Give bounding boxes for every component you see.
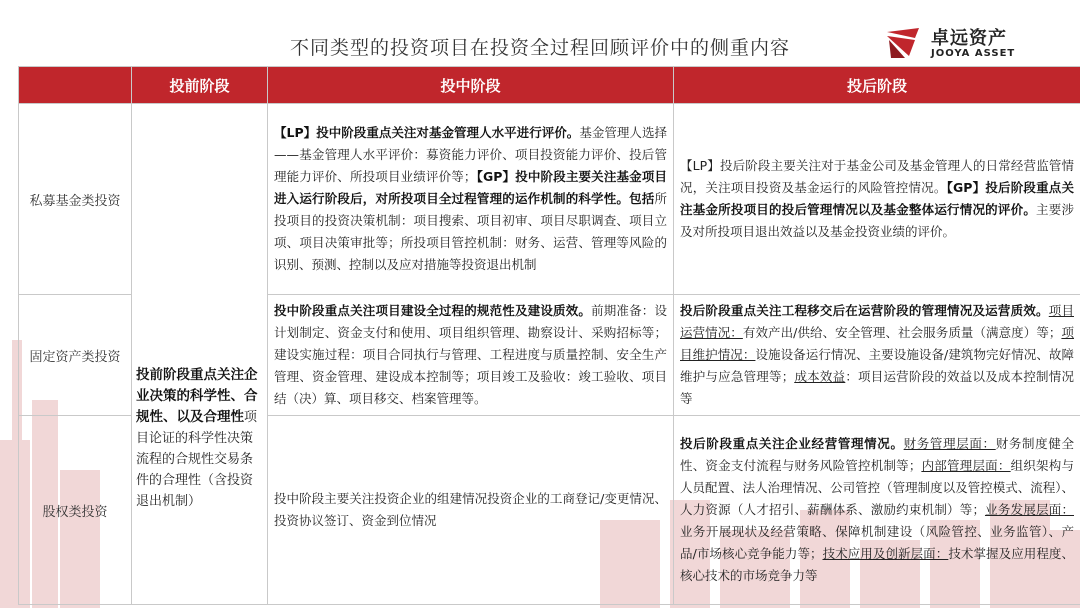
header-row xyxy=(19,67,1080,104)
post-pe-gp-bold: 【GP】投后阶段重点关注基金所投项目的投后管理情况以及基金整体运行情况的评价。 xyxy=(680,180,1074,217)
mid-stage-fixed-cell xyxy=(268,295,674,416)
post-fixed-cost-text: ：项目运营阶段的效益以及成本控制情况等 xyxy=(680,369,1074,406)
header-corner xyxy=(19,67,132,104)
post-fixed-ops-text: 有效产出/供给、安全管理、社会服务质量（满意度）等； xyxy=(742,325,1062,340)
mid-pe-gp-bold: 【GP】投中阶段主要关注基金项目进入运行阶段后，对所投项目全过程管理的运作机制的科学性。包括 xyxy=(274,169,667,206)
header-mid-stage: 投中阶段 xyxy=(268,67,674,104)
post-stage-fixed-cell xyxy=(674,295,1080,416)
pre-stage-cell xyxy=(132,104,268,605)
post-equity-internal-label: 内部管理层面： xyxy=(921,458,1011,473)
pre-stage-bold: 投前阶段重点关注企业决策的科学性、合规性、以及合理性 xyxy=(136,366,258,425)
logo-english-name: JOOYA ASSET xyxy=(931,48,1016,59)
post-fixed-maint-text: 设施设备运行情况、主要设施设备/建筑物完好情况、故障维护与应急管理等； xyxy=(680,347,1074,384)
post-pe-lp-text: 【LP】投后阶段主要关注对于基金公司及基金管理人的日常经营监管情况，关注项目投资及基金运行的风险管控情况。 xyxy=(680,158,1074,195)
post-equity-bold: 投后阶段重点关注企业经营管理情况。 xyxy=(680,436,904,451)
post-equity-finance-label: 财务管理层面： xyxy=(903,436,996,451)
mid-equity-text: 投中阶段主要关注投资企业的组建情况投资企业的工商登记/变更情况、投资协议签订、资金到位情况 xyxy=(274,491,667,528)
post-fixed-maint-label: 项目维护情况： xyxy=(680,325,1074,362)
row-private-equity-fund xyxy=(19,104,1080,295)
page-title: 不同类型的投资项目在投资全过程回顾评价中的侧重内容 xyxy=(289,37,790,59)
mid-pe-lp-text: 基金管理人选择——基金管理人水平评价：募资能力评价、项目投资能力评价、投后管理能力评价、所投项目业绩评价等； xyxy=(274,125,667,184)
post-fixed-bold: 投后阶段重点关注工程移交后在运营阶段的管理情况及运营质效。 xyxy=(680,303,1049,318)
post-equity-business-text: 业务开展现状及经营策略、保障机制建设（风险管控、业务监管）、产品/市场核心竞争能力等； xyxy=(680,524,1074,561)
post-equity-internal-text: 组织架构与人员配置、法人治理情况、公司管控（管理制度以及管控模式、流程）、人力资源（人才招引、薪酬体系、激励约束机制）等； xyxy=(680,458,1074,517)
logo-chinese-name: 卓远资产 xyxy=(931,28,1007,49)
mid-pe-lp-bold: 【LP】投中阶段重点关注对基金管理人水平进行评价。 xyxy=(274,125,580,140)
company-logo xyxy=(885,24,1065,64)
post-fixed-ops-label: 项目运营情况： xyxy=(680,303,1074,340)
mid-fixed-text: 前期准备：设计划制定、资金支付和使用、项目组织管理、勘察设计、采购招标等；建设实施过程：项目合同执行与管理、工程进度与质量控制、安全生产管理、资金管理、建设成本控制等；项目竣工及验收：竣工验收、项目结（决）算、项目移交、档案管理等。 xyxy=(274,303,667,406)
row-type-equity: 股权类投资 xyxy=(19,416,132,605)
post-equity-finance-text: 财务制度健全性、资金支付流程与财务风险管控机制等； xyxy=(680,436,1074,473)
post-equity-business-label: 业务发展层面： xyxy=(984,502,1074,517)
mid-stage-pe-cell xyxy=(268,104,674,295)
post-stage-equity-cell xyxy=(674,416,1080,605)
investment-stage-table xyxy=(18,66,1080,605)
pre-stage-text: 项目论证的科学性决策流程的合规性交易条件的合理性（含投资退出机制） xyxy=(136,409,258,509)
triangle-logo-icon xyxy=(885,26,921,60)
header-post-stage: 投后阶段 xyxy=(674,67,1080,104)
post-equity-tech-text: 技术掌握及应用程度、核心技术的市场竞争力等 xyxy=(680,546,1074,583)
mid-fixed-bold: 投中阶段重点关注项目建设全过程的规范性及建设质效。 xyxy=(274,303,592,318)
mid-stage-equity-cell xyxy=(268,416,674,605)
post-stage-pe-cell xyxy=(674,104,1080,295)
row-type-private-equity: 私募基金类投资 xyxy=(19,104,132,295)
post-pe-gp-text: 主要涉及对所投项目退出效益以及基金投资业绩的评价。 xyxy=(680,202,1074,239)
post-equity-tech-label: 技术应用及创新层面： xyxy=(822,546,949,561)
mid-pe-gp-text: 所投项目的投资决策机制：项目搜索、项目初审、项目尽职调查、项目立项、项目决策审批等；所投项目管控机制：财务、运营、管理等风险的识别、预测、控制以及应对措施等投资退出机制 xyxy=(274,191,667,272)
post-fixed-cost-label: 成本效益 xyxy=(794,369,846,384)
header-pre-stage: 投前阶段 xyxy=(132,67,268,104)
row-type-fixed-asset: 固定资产类投资 xyxy=(19,295,132,416)
